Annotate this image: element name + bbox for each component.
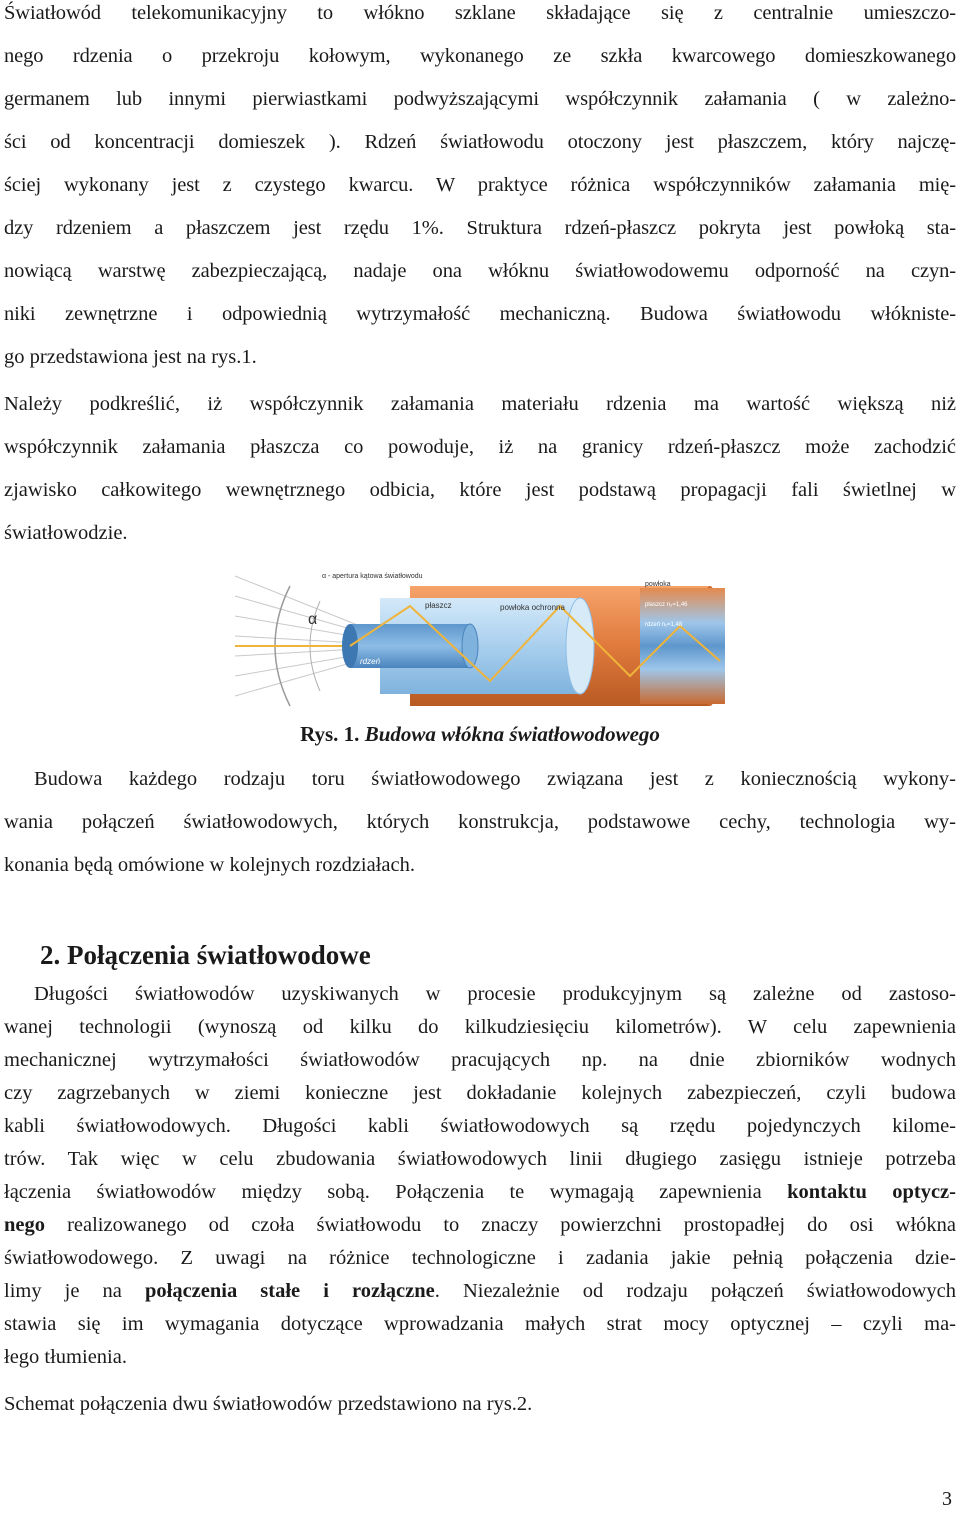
text-line: go przedstawiona jest na rys.1. [4, 346, 257, 368]
powloka-label: powłoka [645, 581, 671, 588]
text-run: łączenia światłowodów między sobą. Połączenia te wymagają zapewnienia [4, 1181, 788, 1203]
figure-caption-title: Budowa włókna światłowodowego [364, 722, 660, 746]
text-line [4, 1181, 956, 1204]
text-line: niki zewnętrzne i odpowiednią wytrzymałość mechaniczną. Budowa światłowodu włókniste- [4, 303, 956, 325]
text-line: współczynnik załamania płaszcza co powoduje, iż na granicy rdzeń-płaszcz może zachodzić [4, 436, 956, 458]
text-line [4, 1280, 956, 1303]
text-line: stawia się im wymagania dotyczące wprowadzania małych strat mocy optycznej – czyli ma- [4, 1313, 956, 1335]
bold-term: kontaktu optycz- [787, 1181, 956, 1203]
cladding-label: płaszcz [425, 601, 452, 610]
text-line: światłowodowego. Z uwagi na różnice technologiczne i zadania jakie pełnią połączenia dzie- [4, 1247, 956, 1269]
text-line: dzy rdzeniem a płaszczem jest rzędu 1%. Struktura rdzeń-płaszcz pokryta jest powłoką sta- [4, 217, 956, 239]
bold-term: nego [4, 1214, 45, 1236]
text-line: wania połączeń światłowodowych, których konstrukcja, podstawowe cechy, technologia wy- [4, 811, 956, 833]
text-line: Budowa każdego rodzaju toru światłowodowego związana jest z koniecznością wykony- [34, 768, 956, 790]
text-line: czy zagrzebanych w ziemi konieczne jest dokładanie kolejnych zabezpieczeń, czyli budowa [4, 1082, 956, 1104]
text-run: realizowanego od czoła światłowodu to znaczy powierzchni prostopadłej do osi włókna [45, 1214, 956, 1236]
text-line: kabli światłowodowych. Długości kabli światłowodowych są rzędu pojedynczych kilome- [4, 1115, 956, 1137]
text-line: ściej wykonany jest z czystego kwarcu. W praktyce różnica współczynników załamania mię- [4, 174, 956, 196]
figure-caption-number: Rys. 1. [300, 722, 360, 746]
text-line: Należy podkreślić, iż współczynnik załamania materiału rdzenia ma wartość większą niż [4, 393, 956, 415]
text-line: konania będą omówione w kolejnych rozdziałach. [4, 854, 415, 876]
text-line: nowiącą warstwę zabezpieczającą, nadaje ona włóknu światłowodowemu odporność na czyn- [4, 260, 956, 282]
paragraph-5: Schemat połączenia dwu światłowodów przedstawiono na rys.2. [4, 1393, 533, 1415]
text-line: trów. Tak więc w celu zbudowania światłowodowych linii długiego zasięgu istnieje potrzeba [4, 1148, 956, 1170]
coating-label: powłoka ochronna [500, 603, 565, 612]
section-title: Połączenia światłowodowe [67, 940, 371, 970]
bold-term: połączenia stałe i rozłączne [144, 1280, 435, 1302]
text-line: Długości światłowodów uzyskiwanych w procesie produkcyjnym są zależne od zastoso- [34, 983, 956, 1005]
text-line: łego tłumienia. [4, 1346, 127, 1368]
text-line [4, 1214, 956, 1237]
text-line: światłowodzie. [4, 522, 128, 544]
section-number: 2. [40, 940, 61, 970]
core-label: rdzeń [360, 657, 381, 666]
page-number: 3 [942, 1488, 952, 1510]
text-line: germanem lub innymi pierwiastkami podwyższającymi współczynnik załamania ( w zależno- [4, 88, 956, 110]
section-heading [40, 940, 371, 971]
fiber-structure-figure [230, 566, 730, 716]
text-line: zjawisko całkowitego wewnętrznego odbicia, które jest podstawą propagacji fali świetlnej w [4, 479, 956, 501]
alpha-symbol: α [308, 611, 318, 628]
text-line: ści od koncentracji domieszek ). Rdzeń światłowodu otoczony jest płaszczem, który najczę- [4, 131, 956, 153]
text-line: Światłowód telekomunikacyjny to włókno szklane składające się z centralnie umieszczo- [4, 2, 956, 24]
text-run: limy je na [4, 1280, 145, 1302]
fiber-diagram [230, 566, 730, 716]
text-line: mechanicznej wytrzymałości światłowodów pracujących np. na dnie zbiorników wodnych [4, 1049, 956, 1071]
text-line: nego rdzenia o przekroju kołowym, wykonanego ze szkła kwarcowego domieszkowanego [4, 45, 956, 67]
n-core-label: rdzeń n₁=1,48 [645, 622, 683, 628]
text-run: . Niezależnie od rodzaju połączeń światłowodowych [434, 1280, 956, 1302]
text-line: wanej technologii (wynoszą od kilku do kilkudziesięciu kilometrów). W celu zapewnienia [4, 1016, 956, 1038]
aperture-label: α - apertura kątowa światłowodu [322, 573, 423, 580]
n-cladding-label: płaszcz n₂=1,46 [645, 602, 688, 608]
figure-caption [0, 722, 960, 747]
